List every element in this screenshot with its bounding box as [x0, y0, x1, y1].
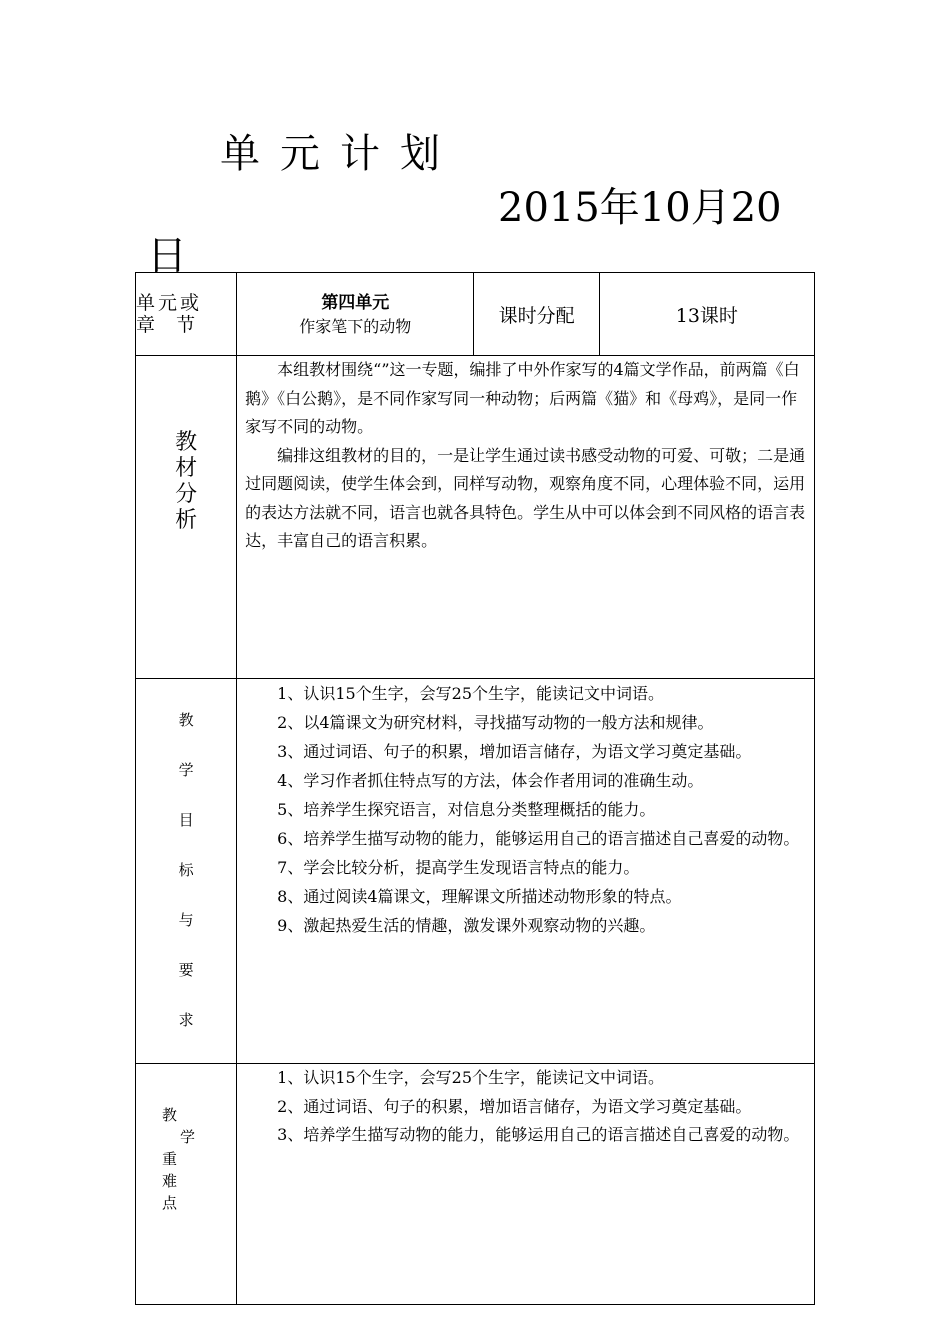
- analysis-label-char: 材: [175, 456, 198, 481]
- goals-label-char: 与: [178, 911, 194, 929]
- goal-item: 7、学会比较分析，提高学生发现语言特点的能力。: [277, 858, 640, 877]
- goal-item: 6、培养学生描写动物的能力，能够运用自己的语言描述自己喜爱的动物。: [277, 829, 800, 848]
- unit-subtitle: 作家笔下的动物: [299, 317, 412, 336]
- key-point-item: 1、认识15个生字，会写25个生字，能读记文中词语。: [277, 1068, 665, 1087]
- plan-date: 2015年10月20: [498, 185, 782, 231]
- page-title: 单元计划: [220, 131, 460, 177]
- unit-name-cell: [237, 273, 474, 356]
- key-label-char: 重: [162, 1150, 178, 1168]
- key-label-char: 点: [162, 1194, 178, 1212]
- header-row: [136, 273, 815, 356]
- goal-item: 4、学习作者抓住特点写的方法，体会作者用词的准确生动。: [277, 771, 704, 790]
- goal-item: 3、通过词语、句子的积累，增加语言储存，为语文学习奠定基础。: [277, 742, 752, 761]
- goals-label-char: 学: [178, 761, 194, 779]
- key-point-item: 3、培养学生描写动物的能力，能够运用自己的语言描述自己喜爱的动物。: [277, 1125, 800, 1144]
- goal-item: 2、以4篇课文为研究材料，寻找描写动物的一般方法和规律。: [277, 713, 714, 732]
- goals-label-char: 求: [178, 1011, 194, 1029]
- analysis-content: [237, 356, 815, 679]
- goals-label-char: 标: [178, 861, 194, 879]
- plan-date-day-suffix: 日: [147, 233, 187, 279]
- goals-row: [136, 679, 815, 1064]
- key-points-row: [136, 1064, 815, 1305]
- hours-value: 13课时: [599, 273, 814, 356]
- analysis-paragraph: 编排这组教材的目的，一是让学生通过读书感受动物的可爱、可敬；二是通过同题阅读，使学生体会到，同样写动物，观察角度不同，心理体验不同，运用的表达方法就不同，语言也就各具特色。学生从中可以体会到不同风格的语言表达，丰富自己的语言积累。: [245, 445, 806, 550]
- goals-label-char: 教: [178, 711, 194, 729]
- goals-label: [136, 679, 237, 1064]
- key-points-content: [237, 1064, 815, 1305]
- analysis-label-char: 教: [175, 430, 198, 455]
- unit-label-cell: [136, 273, 237, 356]
- goal-item: 5、培养学生探究语言，对信息分类整理概括的能力。: [277, 800, 656, 819]
- unit-label-line1: 单元或: [136, 292, 203, 314]
- goals-label-char: 目: [178, 811, 194, 829]
- key-label-char: 难: [162, 1172, 178, 1190]
- unit-plan-table: [135, 272, 815, 1305]
- hours-label: 课时分配: [474, 273, 599, 356]
- goals-content: [237, 679, 815, 1064]
- analysis-label: [136, 356, 237, 679]
- key-label-char: 学: [180, 1128, 196, 1146]
- goal-item: 1、认识15个生字，会写25个生字，能读记文中词语。: [277, 684, 665, 703]
- unit-name: 第四单元: [321, 293, 390, 313]
- analysis-row: [136, 356, 815, 679]
- goals-label-char: 要: [178, 961, 194, 979]
- key-label-char: 教: [162, 1106, 178, 1124]
- analysis-label-char: 析: [175, 508, 198, 533]
- analysis-label-char: 分: [175, 482, 198, 507]
- key-point-item: 2、通过词语、句子的积累，增加语言储存，为语文学习奠定基础。: [277, 1096, 752, 1116]
- goal-item: 8、通过阅读4篇课文，理解课文所描述动物形象的特点。: [277, 887, 682, 906]
- unit-label-line2: 章 节: [136, 314, 199, 336]
- goal-item: 9、激起热爱生活的情趣，激发课外观察动物的兴趣。: [277, 916, 656, 935]
- analysis-paragraph: 本组教材围绕“”这一专题，编排了中外作家写的4篇文学作品，前两篇《白鹅》《白公鹅》，是不同作家写同一种动物；后两篇《猫》和《母鸡》，是同一作家写不同的动物。: [245, 360, 800, 436]
- key-points-label: [136, 1064, 237, 1305]
